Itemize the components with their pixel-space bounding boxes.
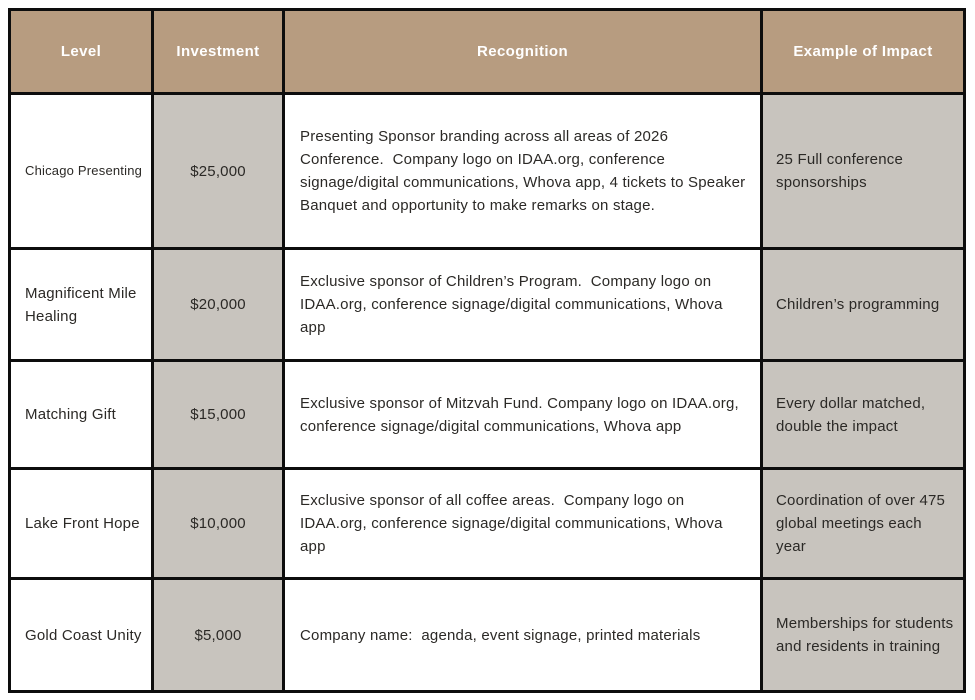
table-row <box>10 579 965 692</box>
cell-investment: $25,000 <box>153 94 284 249</box>
cell-investment: $5,000 <box>153 579 284 692</box>
cell-recognition: Presenting Sponsor branding across all areas of 2026 Conference. Company logo on IDAA.org, conference signage/digital communications, Whova app, 4 tickets to Speaker Banquet and opportunity to make remarks on stage. <box>284 94 762 249</box>
cell-impact: Coordination of over 475 global meetings each year <box>762 469 965 579</box>
column-header-impact: Example of Impact <box>762 10 965 94</box>
sponsorship-levels-table <box>8 8 966 693</box>
cell-impact: Children’s programming <box>762 249 965 361</box>
header-row <box>10 10 965 94</box>
cell-investment: $20,000 <box>153 249 284 361</box>
cell-recognition: Exclusive sponsor of all coffee areas. Company logo on IDAA.org, conference signage/digital communications, Whova app <box>284 469 762 579</box>
cell-investment: $10,000 <box>153 469 284 579</box>
cell-level: Gold Coast Unity <box>10 579 153 692</box>
cell-investment: $15,000 <box>153 361 284 469</box>
table-row <box>10 94 965 249</box>
table-row <box>10 361 965 469</box>
cell-level: Matching Gift <box>10 361 153 469</box>
cell-impact: Memberships for students and residents in training <box>762 579 965 692</box>
cell-recognition: Exclusive sponsor of Children’s Program. Company logo on IDAA.org, conference signage/digital communications, Whova app <box>284 249 762 361</box>
cell-recognition: Exclusive sponsor of Mitzvah Fund. Company logo on IDAA.org, conference signage/digital communications, Whova app <box>284 361 762 469</box>
cell-impact: 25 Full conference sponsorships <box>762 94 965 249</box>
cell-level: Lake Front Hope <box>10 469 153 579</box>
column-header-level: Level <box>10 10 153 94</box>
cell-impact: Every dollar matched, double the impact <box>762 361 965 469</box>
cell-recognition: Company name: agenda, event signage, printed materials <box>284 579 762 692</box>
table-row <box>10 249 965 361</box>
column-header-recognition: Recognition <box>284 10 762 94</box>
table-row <box>10 469 965 579</box>
cell-level: Magnificent Mile Healing <box>10 249 153 361</box>
cell-level: Chicago Presenting <box>10 94 153 249</box>
column-header-investment: Investment <box>153 10 284 94</box>
